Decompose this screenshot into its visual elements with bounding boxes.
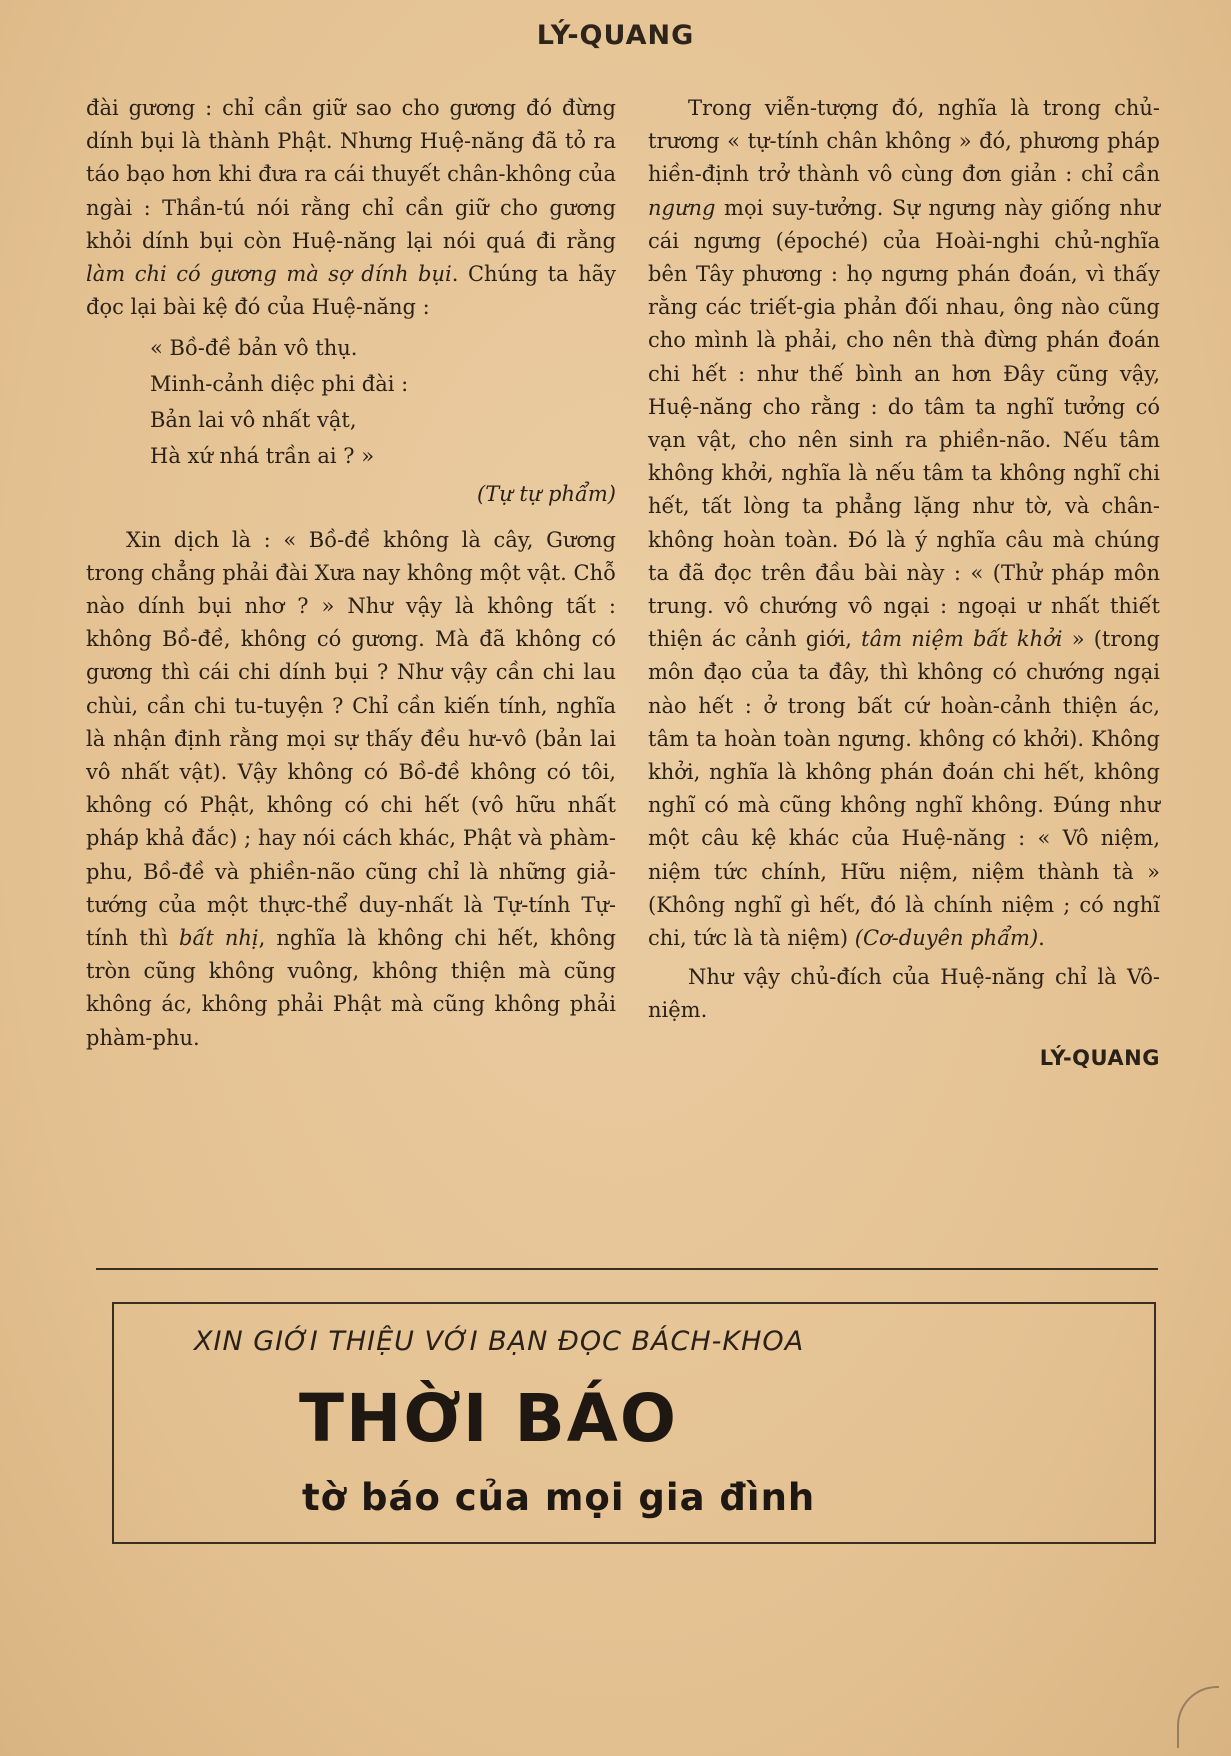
right-column bbox=[648, 92, 1160, 1075]
verse-line: Hà xứ nhá trần ai ? » bbox=[150, 444, 375, 469]
left-paragraph-2 bbox=[86, 524, 616, 1055]
advertisement-box bbox=[112, 1302, 1156, 1544]
left-p2-text: Xin dịch là : « Bồ-đề không là cây, Gương trong chẳng phải đài Xưa nay không một vật. Chỗ nào dính bụi nhơ ? » Như vậy là không tất : không Bồ-đề, không có gương. Mà đã không có gương thì cái chi dính bụi ? Như vậy cần chi lau chùi, cần chi tu-tuyện ? Chỉ cần kiến tính, nghĩa là nhận định rằng mọi sự thấy đều hư-vô (bản lai vô nhất vật). Vậy không có Bồ-đề không có tôi, không có Phật, không có chi hết (vô hữu nhất pháp khả đắc) ; hay nói cách khác, Phật và phàm-phu, Bồ-đề và phiền-não cũng chỉ là những giả-tướng của một thực-thể duy-nhất là Tự-tính Tự-tính thì bbox=[86, 527, 616, 951]
right-paragraph-2: Như vậy chủ-đích của Huệ-năng chỉ là Vô-niệm. bbox=[648, 965, 1160, 1023]
left-p1-text: đài gương : chỉ cần giữ sao cho gương đó đừng dính bụi là thành Phật. Nhưng Huệ-năng đã tỏ ra táo bạo hơn khi đưa ra cái thuyết chân-không của ngài : Thần-tú nói rằng chỉ cần giữ cho gương khỏi dính bụi còn Huệ-năng lại nói quá đi rằng bbox=[86, 96, 616, 253]
advertisement-slogan: tờ báo của mọi gia đình bbox=[302, 1476, 816, 1519]
right-p1-italic-2: tâm niệm bất khởi bbox=[861, 627, 1063, 652]
right-p1-italic: ngưng bbox=[648, 195, 716, 220]
right-p1-end: mọi suy-tưởng. Sự ngưng này giống như cái ngưng (époché) của Hoài-nghi chủ-nghĩa bên Tây phương : họ ngưng phán đoán, vì thấy rằng các triết-gia phản đối nhau, ông nào cũng cho mình là phải, cho nên thà đừng phán đoán chi hết : như thế bình an hơn Đây cũng vậy, Huệ-năng cho rằng : do tâm ta nghĩ tưởng có vạn vật, cho nên sinh ra phiền-não. Nếu tâm không khởi, nghĩa là nếu tâm ta không nghĩ chi hết, tất lòng ta phẳng lặng như tờ, và chân-không hoàn toàn. Đó là ý nghĩa câu mà chúng ta đã đọc trên đầu bài này : « (Thử pháp môn trung. vô chướng vô ngại : ngoại ư nhất thiết thiện ác cảnh giới, bbox=[648, 195, 1160, 652]
right-p1-source: (Cơ-duyên phẩm) bbox=[854, 926, 1039, 951]
right-p1-end-2: » (trong môn đạo của ta đây, thì không có chướng ngại nào hết : ở trong bất cứ hoàn-cảnh thiện ác, tâm ta hoàn toàn ngưng. không có khởi). Không khởi, nghĩa là không phán đoán chi hết, không nghĩ có mà cũng không nghĩ không. Đúng như một câu kệ khác của Huệ-năng : « Vô niệm, niệm tức chính, Hữu niệm, niệm thành tà » (Không nghĩ gì hết, đó là chính niệm ; có nghĩ chi, tức là tà niệm) bbox=[648, 627, 1160, 951]
right-p1-text: Trong viễn-tượng đó, nghĩa là trong chủ-trương « tự-tính chân không » đó, phương pháp hiền-định trở thành vô cùng đơn giản : chỉ cần bbox=[648, 96, 1160, 187]
verse-line: Minh-cảnh diệc phi đài : bbox=[150, 372, 409, 397]
advertisement-intro: XIN GIỚI THIỆU VỚI BẠN ĐỌC BÁCH-KHOA bbox=[194, 1326, 805, 1357]
page-curl-mark bbox=[1177, 1686, 1219, 1748]
advertisement-title: THỜI BÁO bbox=[299, 1380, 678, 1457]
verse-line: Bản lai vô nhất vật, bbox=[150, 408, 357, 433]
verse-source: (Tự tự phẩm) bbox=[477, 482, 616, 507]
running-head: LÝ-QUANG bbox=[536, 20, 695, 51]
left-column bbox=[86, 92, 616, 1055]
left-p1-end: . Chúng ta hãy đọc lại bài kệ đó của Huệ-năng : bbox=[86, 262, 617, 320]
left-paragraph-1 bbox=[86, 92, 616, 324]
right-paragraph-1: Trong viễn-tượng đó, nghĩa là trong chủ-trương « tự-tính chân không » đó, phương pháp hiền-định trở thành vô cùng đơn giản : chỉ cần ngưng mọi suy-tưởng. Sự ngưng này giống như cái ngưng (époché) của Hoài-nghi chủ-nghĩa bên Tây phương : họ ngưng phán đoán, vì thấy rằng các triết-gia phản đối nhau, ông nào cũng cho mình là phải, cho nên thà đừng phán đoán chi hết : như thế bình an hơn Đây cũng vậy, Huệ-năng cho rằng : do tâm ta nghĩ tưởng có vạn vật, cho nên sinh ra phiền-não. Nếu tâm không khởi, nghĩa là nếu tâm ta không nghĩ chi hết, tất lòng ta phẳng lặng như tờ, và chân-không hoàn toàn. Đó là ý nghĩa câu mà chúng ta đã đọc trên đầu bài này : « (Thử pháp môn trung. vô chướng vô ngại : ngoại ư nhất thiết thiện ác cảnh giới, tâm niệm bất khởi » (trong môn đạo của ta đây, thì không có chướng ngại nào hết : ở trong bất cứ hoàn-cảnh thiện ác, tâm ta hoàn toàn ngưng. không có khởi). Không khởi, nghĩa là không phán đoán chi hết, không nghĩ có mà cũng không nghĩ không. Đúng như một câu kệ khác của Huệ-năng : « Vô niệm, niệm tức chính, Hữu niệm, niệm thành tà » (Không nghĩ gì hết, đó là chính niệm ; có nghĩ chi, tức là tà niệm) (Cơ-duyên phẩm). bbox=[648, 96, 1160, 951]
verse-line: « Bồ-đề bản vô thụ. bbox=[150, 336, 358, 361]
left-p1-italic: làm chi có gương mà sợ dính bụi bbox=[86, 262, 452, 287]
left-p2-end: , nghĩa là không chi hết, không tròn cũng không vuông, không thiện mà cũng không ác, không phải Phật mà cũng không phải phàm-phu. bbox=[86, 926, 616, 1050]
divider-rule bbox=[96, 1268, 1158, 1270]
left-p2-italic: bất nhị bbox=[179, 926, 259, 951]
verse bbox=[150, 330, 616, 474]
author-signature: LÝ-QUANG bbox=[1039, 1045, 1160, 1070]
